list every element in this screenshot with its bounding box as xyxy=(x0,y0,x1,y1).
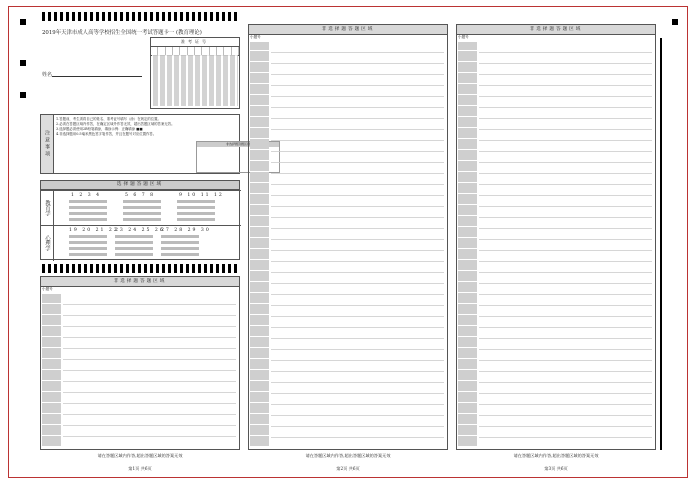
writing-lines[interactable] xyxy=(271,42,444,447)
alignment-mark xyxy=(20,92,26,98)
section-label: 心理学 xyxy=(41,226,54,261)
instruction-line: 2.必须在答题区域内作答，在确定区域外作答无效，超出答题区域的答案无效。 xyxy=(56,122,175,126)
timing-tick xyxy=(156,264,159,273)
timing-tick xyxy=(222,12,225,21)
timing-tick xyxy=(42,264,45,273)
subquestion-label: 小题号 xyxy=(250,35,261,39)
panel-header: 非选择题答题区域 xyxy=(457,25,655,35)
answer-bubbles[interactable] xyxy=(69,200,107,222)
question-numbers: 27 28 29 30 xyxy=(161,228,211,233)
timing-tick xyxy=(174,264,177,273)
timing-tick xyxy=(42,12,45,21)
timing-tick xyxy=(84,12,87,21)
choice-section xyxy=(41,190,241,226)
instruction-line: 1.答题前，考生须将自己的姓名、准考证号填写（涂）在规定的位置。 xyxy=(56,117,161,121)
timing-tick xyxy=(162,264,165,273)
answer-panel-1[interactable] xyxy=(40,276,240,450)
answer-bubbles[interactable] xyxy=(177,200,215,222)
question-numbers: 19 20 21 22 xyxy=(69,228,119,233)
answer-panel-3[interactable] xyxy=(456,24,656,450)
footer-note: 请在答题区域内作答,超出答题区域的答案无效 xyxy=(305,453,391,458)
timing-tick xyxy=(138,264,141,273)
section-label: 教育学 xyxy=(41,191,54,226)
writing-lines[interactable] xyxy=(63,294,236,447)
timing-tick xyxy=(126,264,129,273)
panel-header: 非选择题答题区域 xyxy=(249,25,447,35)
exam-id-label: 准考证号 xyxy=(151,38,239,47)
answer-bubbles[interactable] xyxy=(161,235,199,257)
timing-tick xyxy=(138,12,141,21)
writing-lines[interactable] xyxy=(479,42,652,447)
question-numbers: 23 24 25 26 xyxy=(115,228,165,233)
choice-section xyxy=(41,225,241,261)
choice-answer-area xyxy=(40,180,240,260)
timing-tick xyxy=(114,12,117,21)
sample-label: 非选择题答题区域 xyxy=(197,142,279,147)
timing-tick xyxy=(156,12,159,21)
timing-tick xyxy=(114,264,117,273)
timing-tick xyxy=(78,12,81,21)
page-number: 第1页 共6页 xyxy=(128,466,152,471)
timing-tick xyxy=(192,264,195,273)
timing-tick xyxy=(210,12,213,21)
name-label: 姓名 xyxy=(42,72,53,78)
instruction-line: 3.选择题必须使用2B铅笔填涂，填涂示例：正确填涂 ■■ xyxy=(56,127,143,131)
timing-tick xyxy=(198,12,201,21)
timing-tick xyxy=(162,12,165,21)
timing-tick xyxy=(54,12,57,21)
timing-tick xyxy=(108,264,111,273)
timing-tick xyxy=(102,12,105,21)
answer-panel-2[interactable] xyxy=(248,24,448,450)
name-field[interactable] xyxy=(52,76,142,77)
page-number: 第3页 共6页 xyxy=(544,466,568,471)
timing-tick xyxy=(186,12,189,21)
timing-tick xyxy=(144,12,147,21)
timing-tick xyxy=(222,264,225,273)
question-numbers: 9 10 11 12 xyxy=(179,193,224,198)
timing-tick xyxy=(210,264,213,273)
timing-marks-top xyxy=(42,12,237,21)
timing-tick xyxy=(48,12,51,21)
timing-tick xyxy=(234,12,237,21)
timing-tick xyxy=(174,12,177,21)
answer-bubbles[interactable] xyxy=(123,200,161,222)
timing-tick xyxy=(90,12,93,21)
footer-note: 请在答题区域内作答,超出答题区域的答案无效 xyxy=(97,453,183,458)
timing-tick xyxy=(60,12,63,21)
timing-marks-middle xyxy=(42,264,237,273)
timing-tick xyxy=(228,264,231,273)
instructions-text xyxy=(56,117,236,137)
timing-tick xyxy=(204,12,207,21)
sheet-title: 2019年天津市成人高等学校招生全国统一考试答题卡一 (教育理论) xyxy=(42,30,202,36)
timing-tick xyxy=(108,12,111,21)
timing-tick xyxy=(150,12,153,21)
timing-tick xyxy=(216,264,219,273)
timing-tick xyxy=(54,264,57,273)
timing-tick xyxy=(120,264,123,273)
subquestion-column xyxy=(250,42,269,447)
panel-header: 非选择题答题区域 xyxy=(41,277,239,287)
subquestion-label: 小题号 xyxy=(42,287,53,291)
instructions-label: 注意事项 xyxy=(41,115,54,173)
timing-tick xyxy=(66,12,69,21)
timing-tick xyxy=(120,12,123,21)
exam-id-grid[interactable] xyxy=(150,37,240,109)
timing-tick xyxy=(132,12,135,21)
alignment-mark xyxy=(20,60,26,66)
timing-tick xyxy=(198,264,201,273)
choice-title: 选择题答题区域 xyxy=(41,181,239,190)
timing-tick xyxy=(168,12,171,21)
timing-tick xyxy=(180,264,183,273)
timing-tick xyxy=(216,12,219,21)
question-numbers: 5 6 7 8 xyxy=(125,193,156,198)
timing-tick xyxy=(96,264,99,273)
timing-tick xyxy=(168,264,171,273)
timing-tick xyxy=(96,12,99,21)
alignment-mark xyxy=(20,19,26,25)
timing-tick xyxy=(132,264,135,273)
timing-tick xyxy=(228,12,231,21)
instructions-box xyxy=(40,114,250,174)
timing-tick xyxy=(144,264,147,273)
page-number: 第2页 共6页 xyxy=(336,466,360,471)
timing-tick xyxy=(192,12,195,21)
timing-tick xyxy=(204,264,207,273)
timing-tick xyxy=(60,264,63,273)
timing-tick xyxy=(102,264,105,273)
timing-tick xyxy=(234,264,237,273)
timing-tick xyxy=(126,12,129,21)
answer-bubbles[interactable] xyxy=(115,235,153,257)
timing-tick xyxy=(72,264,75,273)
subquestion-label: 小题号 xyxy=(458,35,469,39)
timing-tick xyxy=(78,264,81,273)
timing-bar xyxy=(660,38,662,450)
subquestion-column xyxy=(458,42,477,447)
timing-tick xyxy=(150,264,153,273)
exam-id-bubbles[interactable] xyxy=(152,55,238,106)
alignment-mark xyxy=(672,19,678,25)
question-numbers: 1 2 3 4 xyxy=(71,193,102,198)
answer-bubbles[interactable] xyxy=(69,235,107,257)
timing-tick xyxy=(186,264,189,273)
timing-tick xyxy=(72,12,75,21)
timing-tick xyxy=(66,264,69,273)
timing-tick xyxy=(48,264,51,273)
timing-tick xyxy=(180,12,183,21)
timing-tick xyxy=(90,264,93,273)
footer-note: 请在答题区域内作答,超出答题区域的答案无效 xyxy=(513,453,599,458)
instruction-line: 4.非选择题用0.5毫米黑色签字笔作答，并且在题号对应位置作答。 xyxy=(56,132,157,136)
timing-tick xyxy=(84,264,87,273)
subquestion-column xyxy=(42,294,61,447)
